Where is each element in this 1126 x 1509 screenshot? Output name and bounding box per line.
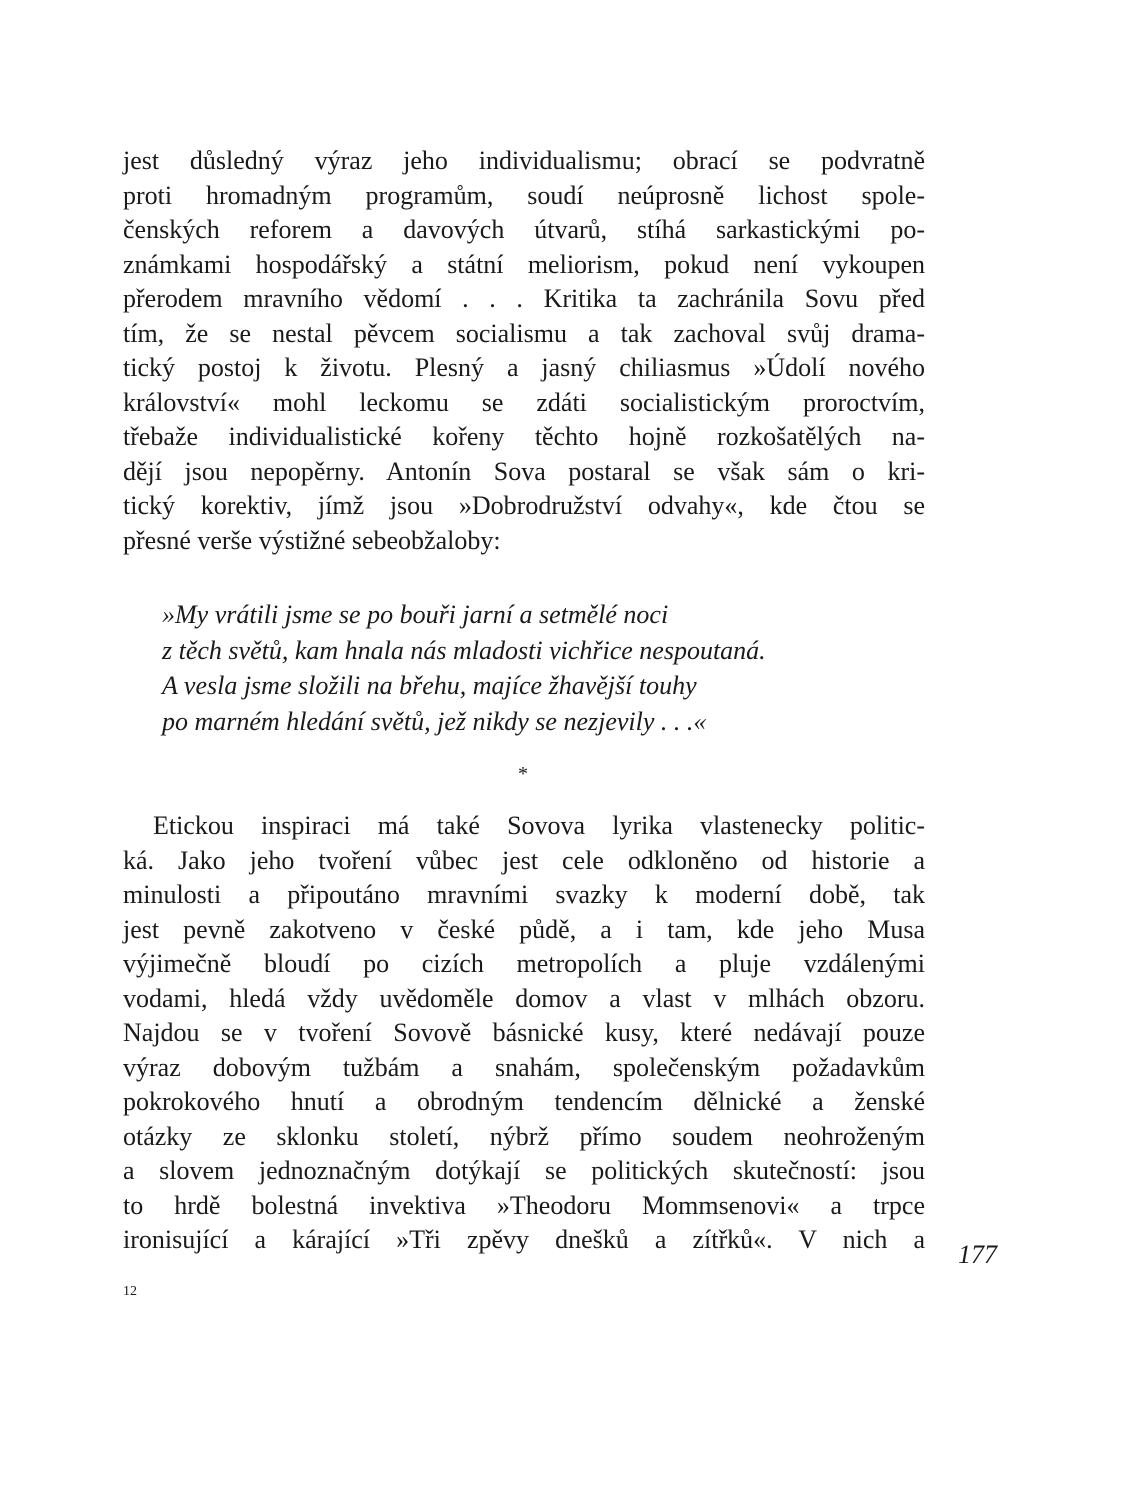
text-line: výjimečně bloudí po cizích metropolích a pluje vzdálenými [123, 949, 925, 978]
text-line: tický korektiv, jímž jsou »Dobrodružství odvahy«, kde čtou se [123, 491, 925, 520]
text-line: jest důsledný výraz jeho individualismu; obrací se podvratně [123, 146, 925, 175]
text-line: tický postoj k životu. Plesný a jasný chiliasmus »Údolí nového [123, 353, 925, 382]
paragraph-1 [123, 144, 925, 558]
text-line: přerodem mravního vědomí . . . Kritika ta zachránila Sovu před [123, 284, 925, 313]
verse-quote [162, 597, 766, 739]
text-line: království« mohl leckomu se zdáti socialistickým proroctvím, [123, 387, 925, 417]
paragraph-2 [123, 809, 925, 1258]
text-line: čenských reforem a davových útvarů, stíhá sarkastickými po- [123, 215, 925, 244]
text-line: tím, že se nestal pěvcem socialismu a tak zachoval svůj drama- [123, 318, 925, 348]
text-line: třebaže individualistické kořeny těchto hojně rozkošatělých na- [123, 422, 925, 451]
text-line: to hrdě bolestná invektiva »Theodoru Mommsenovi« a trpce [123, 1190, 925, 1220]
verse-line: po marném hledání světů, jež nikdy se nezjevily . . .« [162, 706, 707, 736]
verse-line: »My vrátili jsme se po bouři jarní a setmělé noci [162, 600, 669, 629]
text-line: Najdou se v tvoření Sovově básnické kusy, které nedávají pouze [123, 1018, 925, 1047]
text-line: výraz dobovým tužbám a snahám, společenským požadavkům [123, 1052, 925, 1082]
section-separator: * [518, 763, 528, 785]
text-line: minulosti a připoutáno mravními svazky k moderní době, tak [123, 880, 925, 909]
text-line: otázky ze sklonku století, nýbrž přímo soudem neohroženým [123, 1121, 925, 1151]
text-line: jest pevně zakotveno v české půdě, a i tam, kde jeho Musa [123, 914, 925, 944]
text-line: pokrokového hnutí a obrodným tendencím dělnické a ženské [123, 1087, 925, 1116]
text-line: vodami, hledá vždy uvědoměle domov a vlast v mlhách obzoru. [123, 983, 925, 1013]
text-line: ká. Jako jeho tvoření vůbec jest cele odkloněno od historie a [123, 845, 925, 875]
text-line: přesné verše výstižné sebeobžaloby: [123, 525, 501, 555]
signature-mark: 12 [123, 1284, 137, 1299]
text-line: ironisující a kárající »Tři zpěvy dnešků a zítřků«. V nich a [123, 1225, 925, 1254]
verse-line: A vesla jsme složili na břehu, majíce žhavější touhy [162, 671, 697, 700]
text-line: Etickou inspiraci má také Sovova lyrika vlastenecky politic- [153, 811, 925, 840]
page-number: 177 [958, 1240, 997, 1269]
text-line: dějí jsou nepopěrny. Antonín Sova postaral se však sám o kri- [123, 456, 925, 486]
text-line: známkami hospodářský a státní meliorism, pokud není vykoupen [123, 249, 925, 279]
text-line: a slovem jednoznačným dotýkají se politických skutečností: jsou [123, 1156, 925, 1185]
verse-line: z těch světů, kam hnala nás mladosti vichřice nespoutaná. [162, 635, 766, 665]
text-line: proti hromadným programům, soudí neúprosně lichost spole- [123, 180, 925, 210]
